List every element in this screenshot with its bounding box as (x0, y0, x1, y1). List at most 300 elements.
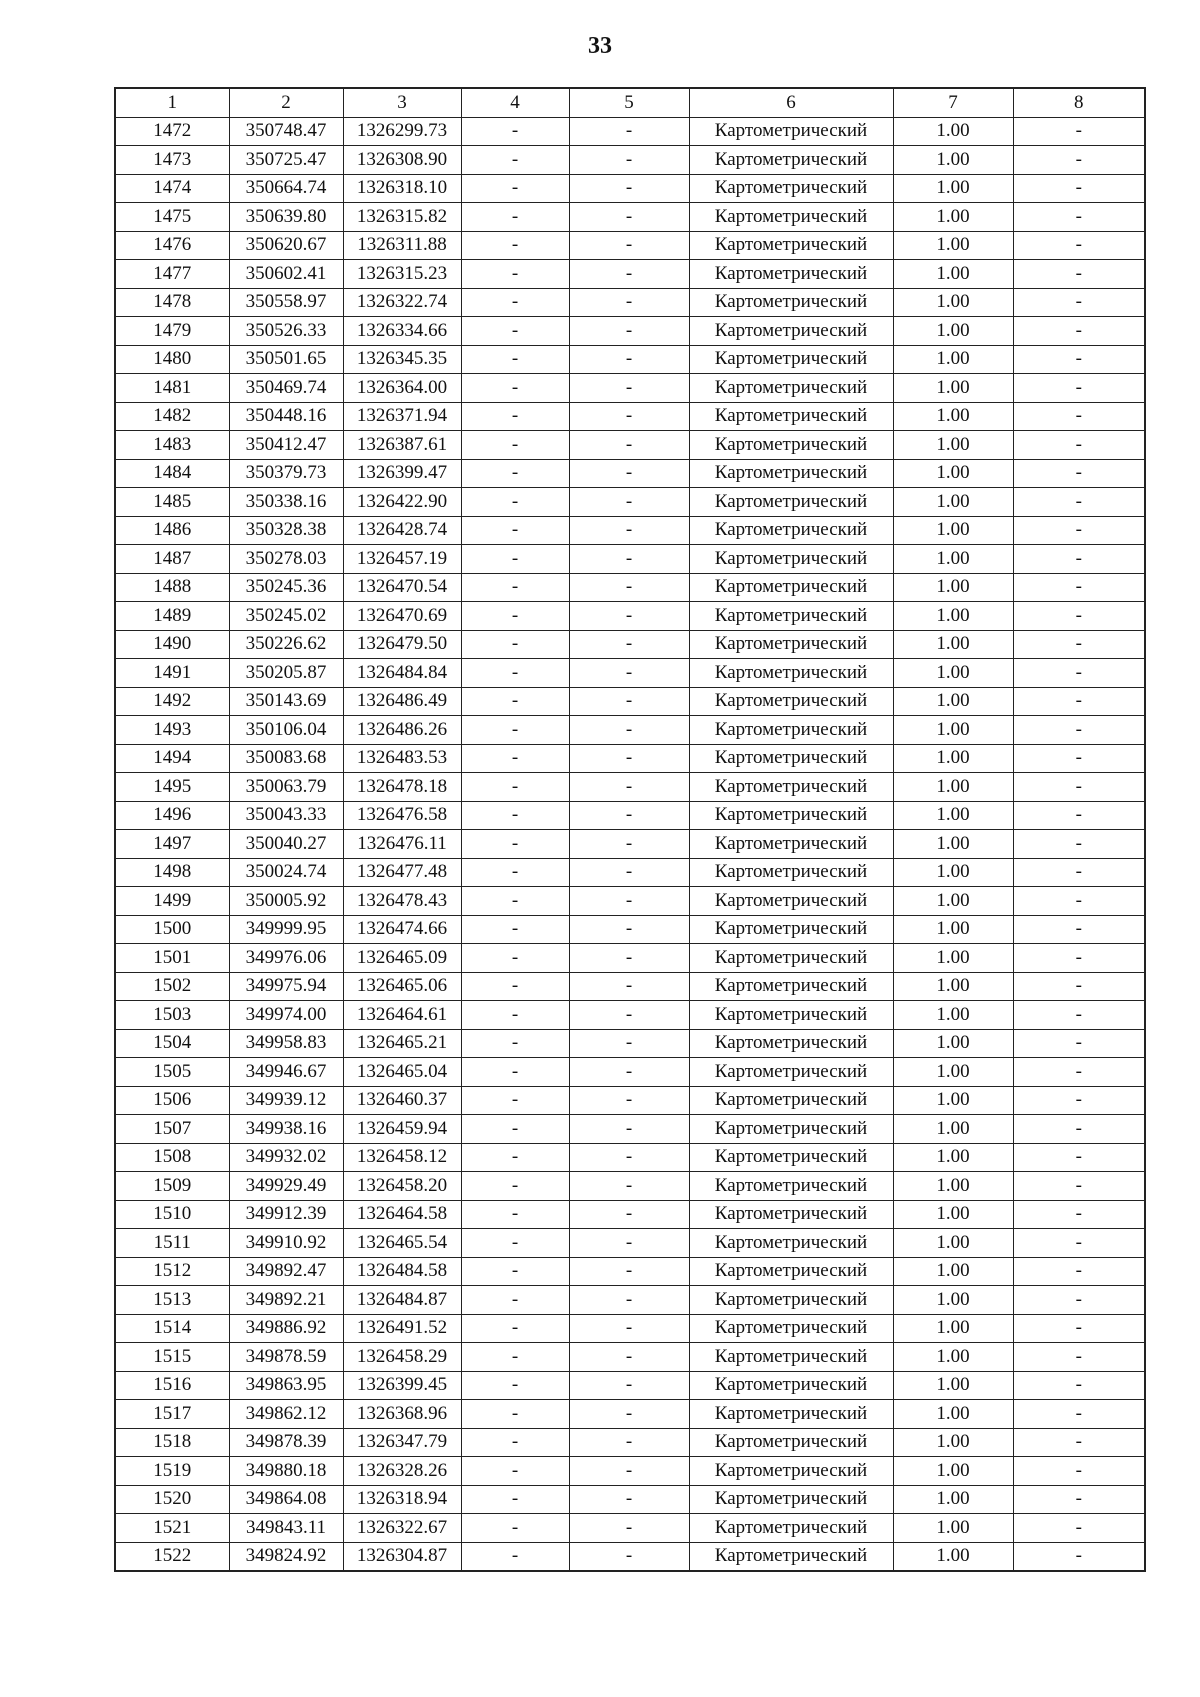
col5-cell: - (569, 1257, 689, 1286)
table-row (115, 459, 1145, 488)
col5-cell: - (569, 659, 689, 688)
x-coordinate-cell: 350083.68 (229, 744, 343, 773)
col5-cell: - (569, 345, 689, 374)
column-header-4: 4 (461, 88, 569, 117)
accuracy-cell: 1.00 (893, 1485, 1013, 1514)
col4-cell: - (461, 1400, 569, 1429)
point-number-cell: 1480 (115, 345, 229, 374)
table-row (115, 1286, 1145, 1315)
col8-cell: - (1013, 1086, 1145, 1115)
column-header-7: 7 (893, 88, 1013, 117)
x-coordinate-cell: 349999.95 (229, 915, 343, 944)
y-coordinate-cell: 1326464.58 (343, 1200, 461, 1229)
accuracy-cell: 1.00 (893, 203, 1013, 232)
x-coordinate-cell: 349878.39 (229, 1428, 343, 1457)
table-row (115, 1485, 1145, 1514)
col5-cell: - (569, 288, 689, 317)
x-coordinate-cell: 349862.12 (229, 1400, 343, 1429)
table-row (115, 1400, 1145, 1429)
point-number-cell: 1520 (115, 1485, 229, 1514)
accuracy-cell: 1.00 (893, 231, 1013, 260)
accuracy-cell: 1.00 (893, 602, 1013, 631)
table-row (115, 687, 1145, 716)
column-header-3: 3 (343, 88, 461, 117)
point-number-cell: 1517 (115, 1400, 229, 1429)
table-row (115, 231, 1145, 260)
table-row (115, 1172, 1145, 1201)
col4-cell: - (461, 630, 569, 659)
accuracy-cell: 1.00 (893, 345, 1013, 374)
col5-cell: - (569, 773, 689, 802)
accuracy-cell: 1.00 (893, 659, 1013, 688)
col5-cell: - (569, 146, 689, 175)
col8-cell: - (1013, 459, 1145, 488)
table-row (115, 1086, 1145, 1115)
col5-cell: - (569, 231, 689, 260)
col4-cell: - (461, 260, 569, 289)
col4-cell: - (461, 1172, 569, 1201)
col5-cell: - (569, 1172, 689, 1201)
x-coordinate-cell: 349932.02 (229, 1143, 343, 1172)
col8-cell: - (1013, 1428, 1145, 1457)
point-number-cell: 1515 (115, 1343, 229, 1372)
y-coordinate-cell: 1326486.49 (343, 687, 461, 716)
accuracy-cell: 1.00 (893, 1514, 1013, 1543)
col4-cell: - (461, 516, 569, 545)
point-number-cell: 1498 (115, 858, 229, 887)
y-coordinate-cell: 1326368.96 (343, 1400, 461, 1429)
accuracy-cell: 1.00 (893, 1457, 1013, 1486)
col8-cell: - (1013, 260, 1145, 289)
x-coordinate-cell: 350412.47 (229, 431, 343, 460)
point-number-cell: 1518 (115, 1428, 229, 1457)
point-number-cell: 1508 (115, 1143, 229, 1172)
x-coordinate-cell: 350043.33 (229, 801, 343, 830)
method-cell: Картометрический (689, 203, 893, 232)
method-cell: Картометрический (689, 858, 893, 887)
col5-cell: - (569, 1001, 689, 1030)
col4-cell: - (461, 659, 569, 688)
col5-cell: - (569, 1457, 689, 1486)
coordinates-table (114, 87, 1146, 1572)
col8-cell: - (1013, 687, 1145, 716)
column-header-1: 1 (115, 88, 229, 117)
method-cell: Картометрический (689, 744, 893, 773)
x-coordinate-cell: 349976.06 (229, 944, 343, 973)
table-row (115, 1457, 1145, 1486)
accuracy-cell: 1.00 (893, 146, 1013, 175)
col8-cell: - (1013, 545, 1145, 574)
x-coordinate-cell: 350040.27 (229, 830, 343, 859)
method-cell: Картометрический (689, 1001, 893, 1030)
col8-cell: - (1013, 1371, 1145, 1400)
method-cell: Картометрический (689, 830, 893, 859)
col4-cell: - (461, 1029, 569, 1058)
col8-cell: - (1013, 117, 1145, 146)
table-row (115, 1514, 1145, 1543)
col8-cell: - (1013, 174, 1145, 203)
table-row (115, 972, 1145, 1001)
x-coordinate-cell: 350143.69 (229, 687, 343, 716)
col5-cell: - (569, 488, 689, 517)
accuracy-cell: 1.00 (893, 630, 1013, 659)
col5-cell: - (569, 317, 689, 346)
table-row (115, 630, 1145, 659)
method-cell: Картометрический (689, 1457, 893, 1486)
y-coordinate-cell: 1326458.29 (343, 1343, 461, 1372)
y-coordinate-cell: 1326315.82 (343, 203, 461, 232)
accuracy-cell: 1.00 (893, 1371, 1013, 1400)
x-coordinate-cell: 350063.79 (229, 773, 343, 802)
method-cell: Картометрический (689, 1029, 893, 1058)
col5-cell: - (569, 1542, 689, 1571)
x-coordinate-cell: 350526.33 (229, 317, 343, 346)
x-coordinate-cell: 350245.02 (229, 602, 343, 631)
col4-cell: - (461, 1542, 569, 1571)
x-coordinate-cell: 350328.38 (229, 516, 343, 545)
method-cell: Картометрический (689, 1286, 893, 1315)
accuracy-cell: 1.00 (893, 374, 1013, 403)
col8-cell: - (1013, 488, 1145, 517)
point-number-cell: 1511 (115, 1229, 229, 1258)
y-coordinate-cell: 1326315.23 (343, 260, 461, 289)
col4-cell: - (461, 174, 569, 203)
col8-cell: - (1013, 1143, 1145, 1172)
point-number-cell: 1479 (115, 317, 229, 346)
method-cell: Картометрический (689, 1514, 893, 1543)
x-coordinate-cell: 350664.74 (229, 174, 343, 203)
x-coordinate-cell: 350005.92 (229, 887, 343, 916)
col4-cell: - (461, 402, 569, 431)
col8-cell: - (1013, 972, 1145, 1001)
method-cell: Картометрический (689, 1428, 893, 1457)
method-cell: Картометрический (689, 545, 893, 574)
point-number-cell: 1475 (115, 203, 229, 232)
x-coordinate-cell: 349938.16 (229, 1115, 343, 1144)
col5-cell: - (569, 260, 689, 289)
point-number-cell: 1496 (115, 801, 229, 830)
col4-cell: - (461, 687, 569, 716)
col4-cell: - (461, 716, 569, 745)
x-coordinate-cell: 350501.65 (229, 345, 343, 374)
x-coordinate-cell: 349958.83 (229, 1029, 343, 1058)
point-number-cell: 1521 (115, 1514, 229, 1543)
table-row (115, 1428, 1145, 1457)
point-number-cell: 1502 (115, 972, 229, 1001)
col5-cell: - (569, 1485, 689, 1514)
x-coordinate-cell: 350379.73 (229, 459, 343, 488)
accuracy-cell: 1.00 (893, 1200, 1013, 1229)
point-number-cell: 1505 (115, 1058, 229, 1087)
method-cell: Картометрический (689, 972, 893, 1001)
x-coordinate-cell: 349864.08 (229, 1485, 343, 1514)
method-cell: Картометрический (689, 117, 893, 146)
point-number-cell: 1473 (115, 146, 229, 175)
point-number-cell: 1516 (115, 1371, 229, 1400)
header-row (115, 88, 1145, 117)
method-cell: Картометрический (689, 1229, 893, 1258)
accuracy-cell: 1.00 (893, 488, 1013, 517)
y-coordinate-cell: 1326322.67 (343, 1514, 461, 1543)
point-number-cell: 1522 (115, 1542, 229, 1571)
point-number-cell: 1503 (115, 1001, 229, 1030)
y-coordinate-cell: 1326479.50 (343, 630, 461, 659)
table-row (115, 203, 1145, 232)
col5-cell: - (569, 1428, 689, 1457)
y-coordinate-cell: 1326478.18 (343, 773, 461, 802)
col4-cell: - (461, 1428, 569, 1457)
col8-cell: - (1013, 1229, 1145, 1258)
x-coordinate-cell: 350106.04 (229, 716, 343, 745)
col4-cell: - (461, 459, 569, 488)
column-header-2: 2 (229, 88, 343, 117)
y-coordinate-cell: 1326328.26 (343, 1457, 461, 1486)
x-coordinate-cell: 350469.74 (229, 374, 343, 403)
col4-cell: - (461, 1514, 569, 1543)
col5-cell: - (569, 1029, 689, 1058)
point-number-cell: 1490 (115, 630, 229, 659)
point-number-cell: 1501 (115, 944, 229, 973)
point-number-cell: 1487 (115, 545, 229, 574)
x-coordinate-cell: 349939.12 (229, 1086, 343, 1115)
y-coordinate-cell: 1326399.45 (343, 1371, 461, 1400)
x-coordinate-cell: 350278.03 (229, 545, 343, 574)
y-coordinate-cell: 1326458.12 (343, 1143, 461, 1172)
col5-cell: - (569, 972, 689, 1001)
method-cell: Картометрический (689, 602, 893, 631)
method-cell: Картометрический (689, 345, 893, 374)
y-coordinate-cell: 1326459.94 (343, 1115, 461, 1144)
y-coordinate-cell: 1326465.09 (343, 944, 461, 973)
method-cell: Картометрический (689, 288, 893, 317)
point-number-cell: 1495 (115, 773, 229, 802)
col4-cell: - (461, 773, 569, 802)
table-row (115, 516, 1145, 545)
x-coordinate-cell: 350602.41 (229, 260, 343, 289)
x-coordinate-cell: 350448.16 (229, 402, 343, 431)
x-coordinate-cell: 350245.36 (229, 573, 343, 602)
table-row (115, 431, 1145, 460)
table-row (115, 830, 1145, 859)
method-cell: Картометрический (689, 317, 893, 346)
y-coordinate-cell: 1326465.21 (343, 1029, 461, 1058)
col4-cell: - (461, 801, 569, 830)
method-cell: Картометрический (689, 887, 893, 916)
accuracy-cell: 1.00 (893, 1001, 1013, 1030)
method-cell: Картометрический (689, 231, 893, 260)
accuracy-cell: 1.00 (893, 288, 1013, 317)
y-coordinate-cell: 1326476.58 (343, 801, 461, 830)
col8-cell: - (1013, 1001, 1145, 1030)
point-number-cell: 1494 (115, 744, 229, 773)
col8-cell: - (1013, 573, 1145, 602)
accuracy-cell: 1.00 (893, 830, 1013, 859)
method-cell: Картометрический (689, 1314, 893, 1343)
table-row (115, 1343, 1145, 1372)
col8-cell: - (1013, 1514, 1145, 1543)
table-row (115, 1200, 1145, 1229)
table-row (115, 288, 1145, 317)
table-row (115, 773, 1145, 802)
accuracy-cell: 1.00 (893, 773, 1013, 802)
y-coordinate-cell: 1326399.47 (343, 459, 461, 488)
col5-cell: - (569, 858, 689, 887)
col8-cell: - (1013, 830, 1145, 859)
accuracy-cell: 1.00 (893, 915, 1013, 944)
method-cell: Картометрический (689, 260, 893, 289)
col8-cell: - (1013, 402, 1145, 431)
col5-cell: - (569, 602, 689, 631)
x-coordinate-cell: 349880.18 (229, 1457, 343, 1486)
y-coordinate-cell: 1326345.35 (343, 345, 461, 374)
y-coordinate-cell: 1326308.90 (343, 146, 461, 175)
y-coordinate-cell: 1326470.54 (343, 573, 461, 602)
y-coordinate-cell: 1326428.74 (343, 516, 461, 545)
accuracy-cell: 1.00 (893, 716, 1013, 745)
method-cell: Картометрический (689, 1257, 893, 1286)
method-cell: Картометрический (689, 944, 893, 973)
table-row (115, 374, 1145, 403)
col5-cell: - (569, 1058, 689, 1087)
col8-cell: - (1013, 374, 1145, 403)
accuracy-cell: 1.00 (893, 744, 1013, 773)
col4-cell: - (461, 431, 569, 460)
col5-cell: - (569, 516, 689, 545)
x-coordinate-cell: 350639.80 (229, 203, 343, 232)
table-body (115, 117, 1145, 1571)
col8-cell: - (1013, 1485, 1145, 1514)
table-row (115, 573, 1145, 602)
method-cell: Картометрический (689, 573, 893, 602)
x-coordinate-cell: 349912.39 (229, 1200, 343, 1229)
accuracy-cell: 1.00 (893, 1428, 1013, 1457)
point-number-cell: 1485 (115, 488, 229, 517)
point-number-cell: 1483 (115, 431, 229, 460)
accuracy-cell: 1.00 (893, 1286, 1013, 1315)
method-cell: Картометрический (689, 516, 893, 545)
method-cell: Картометрический (689, 687, 893, 716)
y-coordinate-cell: 1326478.43 (343, 887, 461, 916)
y-coordinate-cell: 1326483.53 (343, 744, 461, 773)
point-number-cell: 1492 (115, 687, 229, 716)
x-coordinate-cell: 349824.92 (229, 1542, 343, 1571)
col4-cell: - (461, 1001, 569, 1030)
accuracy-cell: 1.00 (893, 260, 1013, 289)
col8-cell: - (1013, 1257, 1145, 1286)
point-number-cell: 1484 (115, 459, 229, 488)
accuracy-cell: 1.00 (893, 117, 1013, 146)
y-coordinate-cell: 1326484.58 (343, 1257, 461, 1286)
method-cell: Картометрический (689, 659, 893, 688)
x-coordinate-cell: 350024.74 (229, 858, 343, 887)
col4-cell: - (461, 744, 569, 773)
col5-cell: - (569, 545, 689, 574)
table-row (115, 174, 1145, 203)
col5-cell: - (569, 944, 689, 973)
method-cell: Картометрический (689, 402, 893, 431)
col8-cell: - (1013, 431, 1145, 460)
table-row (115, 146, 1145, 175)
col4-cell: - (461, 1257, 569, 1286)
x-coordinate-cell: 350725.47 (229, 146, 343, 175)
col4-cell: - (461, 317, 569, 346)
accuracy-cell: 1.00 (893, 1229, 1013, 1258)
col5-cell: - (569, 459, 689, 488)
col4-cell: - (461, 146, 569, 175)
accuracy-cell: 1.00 (893, 1542, 1013, 1571)
table-row (115, 1143, 1145, 1172)
table-row (115, 602, 1145, 631)
col8-cell: - (1013, 858, 1145, 887)
point-number-cell: 1509 (115, 1172, 229, 1201)
y-coordinate-cell: 1326470.69 (343, 602, 461, 631)
method-cell: Картометрический (689, 1172, 893, 1201)
accuracy-cell: 1.00 (893, 1058, 1013, 1087)
point-number-cell: 1491 (115, 659, 229, 688)
col4-cell: - (461, 1058, 569, 1087)
method-cell: Картометрический (689, 716, 893, 745)
point-number-cell: 1474 (115, 174, 229, 203)
y-coordinate-cell: 1326371.94 (343, 402, 461, 431)
table-row (115, 317, 1145, 346)
point-number-cell: 1477 (115, 260, 229, 289)
table-row (115, 744, 1145, 773)
x-coordinate-cell: 350205.87 (229, 659, 343, 688)
table-row (115, 488, 1145, 517)
method-cell: Картометрический (689, 146, 893, 175)
col5-cell: - (569, 830, 689, 859)
col4-cell: - (461, 1286, 569, 1315)
col5-cell: - (569, 1371, 689, 1400)
table-row (115, 345, 1145, 374)
col5-cell: - (569, 1143, 689, 1172)
accuracy-cell: 1.00 (893, 687, 1013, 716)
col8-cell: - (1013, 801, 1145, 830)
x-coordinate-cell: 350620.67 (229, 231, 343, 260)
col5-cell: - (569, 374, 689, 403)
x-coordinate-cell: 349910.92 (229, 1229, 343, 1258)
col5-cell: - (569, 573, 689, 602)
table-row (115, 1001, 1145, 1030)
col4-cell: - (461, 944, 569, 973)
method-cell: Картометрический (689, 630, 893, 659)
accuracy-cell: 1.00 (893, 1143, 1013, 1172)
y-coordinate-cell: 1326465.06 (343, 972, 461, 1001)
point-number-cell: 1513 (115, 1286, 229, 1315)
accuracy-cell: 1.00 (893, 573, 1013, 602)
point-number-cell: 1507 (115, 1115, 229, 1144)
accuracy-cell: 1.00 (893, 1115, 1013, 1144)
col5-cell: - (569, 1229, 689, 1258)
accuracy-cell: 1.00 (893, 516, 1013, 545)
col8-cell: - (1013, 1058, 1145, 1087)
col8-cell: - (1013, 944, 1145, 973)
y-coordinate-cell: 1326347.79 (343, 1428, 461, 1457)
x-coordinate-cell: 350226.62 (229, 630, 343, 659)
x-coordinate-cell: 349878.59 (229, 1343, 343, 1372)
y-coordinate-cell: 1326457.19 (343, 545, 461, 574)
method-cell: Картометрический (689, 1143, 893, 1172)
point-number-cell: 1519 (115, 1457, 229, 1486)
y-coordinate-cell: 1326299.73 (343, 117, 461, 146)
point-number-cell: 1489 (115, 602, 229, 631)
col5-cell: - (569, 1200, 689, 1229)
accuracy-cell: 1.00 (893, 944, 1013, 973)
col4-cell: - (461, 915, 569, 944)
col8-cell: - (1013, 317, 1145, 346)
accuracy-cell: 1.00 (893, 801, 1013, 830)
col4-cell: - (461, 573, 569, 602)
